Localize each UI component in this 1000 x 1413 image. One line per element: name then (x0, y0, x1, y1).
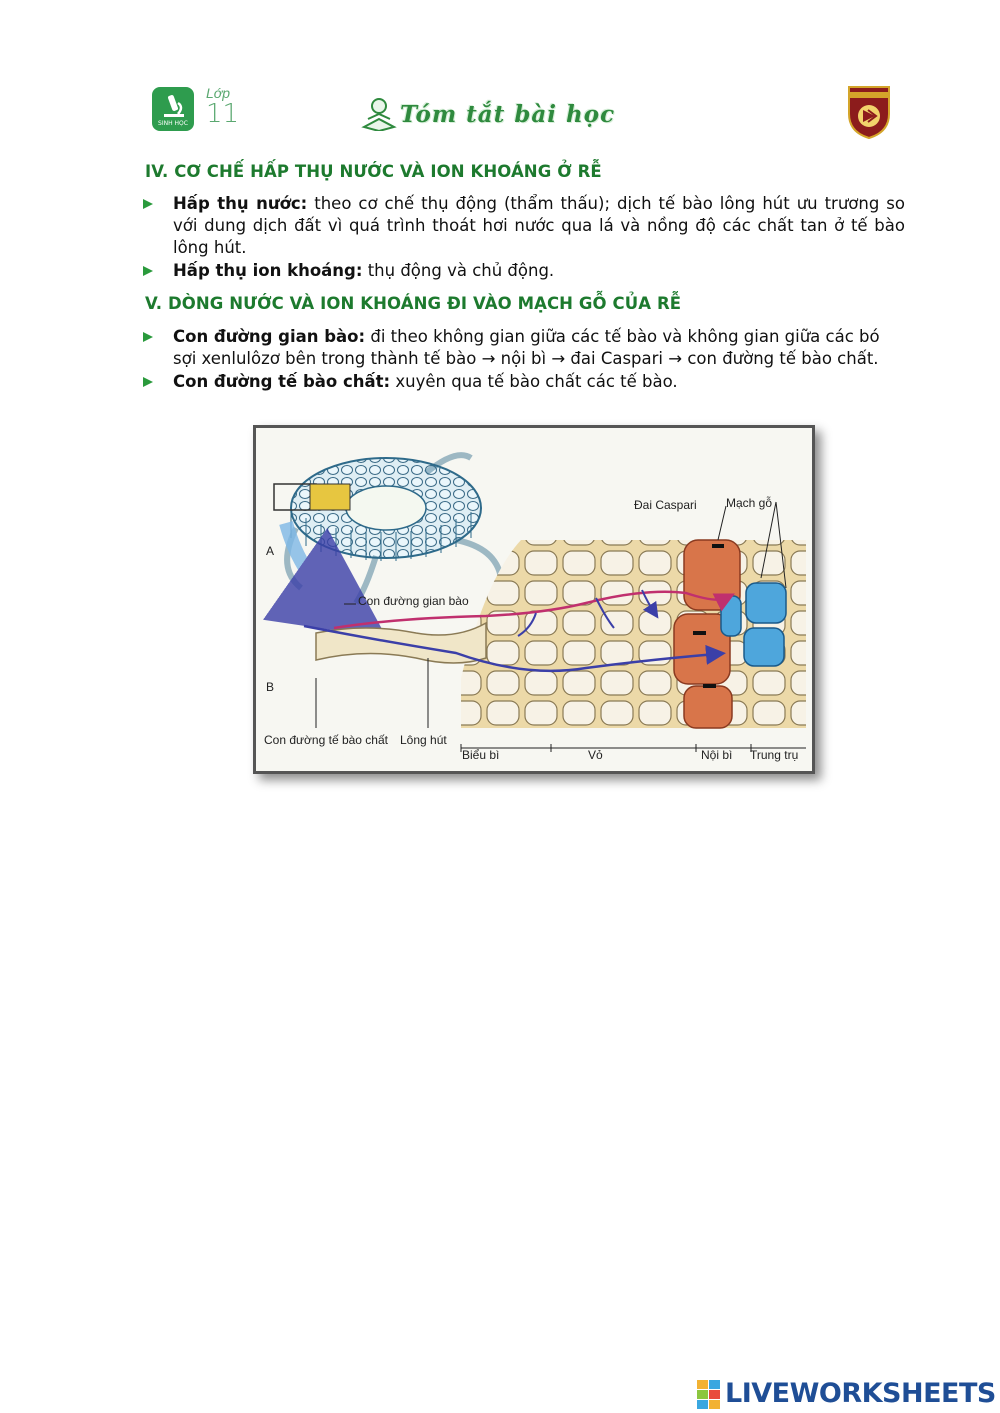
school-shield-logo (846, 84, 892, 140)
grade-word: Lớp (206, 85, 231, 101)
bullet-ion-absorption (143, 260, 905, 282)
symplast-path-label: Con đường tế bào chất (264, 733, 388, 747)
bullet-term: Hấp thụ nước: (173, 194, 308, 213)
summary-title (360, 97, 650, 133)
watermark-text: LIVEWORKSHEETS (725, 1378, 996, 1409)
subject-badge (152, 87, 194, 131)
grade-label (206, 86, 239, 127)
bullet-term: Hấp thụ ion khoáng: (173, 261, 363, 280)
bullet-text: xuyên qua tế bào chất các tế bào. (390, 372, 678, 391)
bullet-term: Con đường gian bào: (173, 327, 366, 346)
apoplast-path-label: Con đường gian bào (358, 594, 469, 608)
figure-label-b: B (266, 680, 275, 694)
figure-label-a: A (266, 544, 275, 558)
triangle-bullet-icon (143, 332, 153, 342)
cortex-label: Vỏ (588, 748, 603, 762)
bullet-text: thụ động và chủ động. (362, 261, 555, 280)
xylem-label: Mạch gỗ (726, 496, 773, 510)
endodermis-label: Nội bì (701, 748, 733, 762)
root-cross-section-illustration (256, 428, 812, 771)
student-reading-icon (360, 97, 398, 131)
summary-title-text: Tóm tắt bài học (400, 101, 616, 128)
subject-badge-text: SINH HỌC (158, 120, 188, 127)
grade-number: 11 (206, 99, 240, 129)
microscope-icon (152, 89, 194, 123)
section-heading-v: V. DÒNG NƯỚC VÀ ION KHOÁNG ĐI VÀO MẠCH GỖ CỦA RỄ (145, 294, 682, 313)
root-disc (274, 455, 501, 606)
bullet-symplast-path (143, 371, 905, 393)
epidermis-label: Biểu bì (462, 748, 500, 762)
bullet-apoplast-path (143, 326, 905, 370)
casparian-strip-label: Đai Caspari (634, 498, 697, 512)
root-water-pathway-diagram (253, 425, 815, 774)
bullet-text: theo cơ chế thụ động (thẩm thấu); dịch tế bào lông hút ưu trương so với dung dịch đất vì quá trình thoát hơi nước qua lá và nồng độ các chất tan ở tế bào lông hút. (173, 194, 905, 257)
section-heading-iv: IV. CƠ CHẾ HẤP THỤ NƯỚC VÀ ION KHOÁNG Ở RỄ (145, 162, 602, 181)
liveworksheets-logo-icon (697, 1380, 721, 1410)
stele-label: Trung trụ (750, 748, 799, 762)
triangle-bullet-icon (143, 266, 153, 276)
bullet-term: Con đường tế bào chất: (173, 372, 391, 391)
triangle-bullet-icon (143, 377, 153, 387)
bullet-text: đi theo không gian giữa các tế bào và không gian giữa các bó sợi xenlulôzơ bên trong thành tế bào → nội bì → đai Caspari → con đường tế bào chất. (173, 327, 880, 368)
root-hair-label: Lông hút (400, 733, 447, 747)
bullet-water-absorption (143, 193, 905, 259)
triangle-bullet-icon (143, 199, 153, 209)
